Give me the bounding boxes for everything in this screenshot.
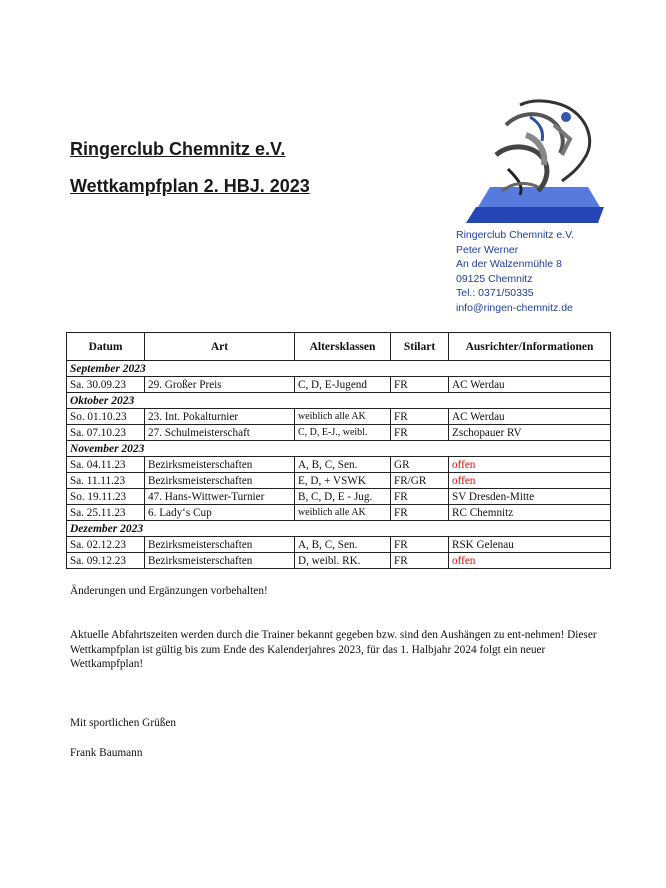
table-row — [67, 553, 611, 569]
col-datum: Datum — [67, 333, 145, 361]
competition-table — [66, 332, 611, 569]
cell-art: 29. Großer Preis — [145, 377, 295, 393]
cell-art: Bezirksmeisterschaften — [145, 473, 295, 489]
cell-altersklassen: C, D, E-J., weibl. — [295, 425, 391, 441]
cell-altersklassen: C, D, E-Jugend — [295, 377, 391, 393]
cell-altersklassen: weiblich alle AK — [295, 505, 391, 521]
col-ausrichter: Ausrichter/Informationen — [449, 333, 611, 361]
table-row — [67, 457, 611, 473]
cell-datum: So. 19.11.23 — [67, 489, 145, 505]
cell-datum: Sa. 09.12.23 — [67, 553, 145, 569]
table-row — [67, 409, 611, 425]
month-row — [67, 521, 611, 537]
cell-datum: Sa. 25.11.23 — [67, 505, 145, 521]
contact-block — [456, 228, 574, 315]
cell-ausrichter: RSK Gelenau — [449, 537, 611, 553]
contact-club: Ringerclub Chemnitz e.V. — [456, 229, 575, 241]
change-note: Änderungen und Ergänzungen vorbehalten! — [70, 585, 268, 597]
month-row — [67, 393, 611, 409]
cell-stilart: FR — [391, 409, 449, 425]
cell-altersklassen: E, D, + VSWK — [295, 473, 391, 489]
table-row — [67, 537, 611, 553]
month-label: Dezember 2023 — [67, 521, 611, 537]
cell-ausrichter: Zschopauer RV — [449, 425, 611, 441]
cell-ausrichter: offen — [449, 473, 611, 489]
contact-person: Peter Werner — [456, 243, 519, 256]
contact-city: 09125 Chemnitz — [456, 272, 533, 285]
club-title: Ringerclub Chemnitz e.V. — [70, 139, 286, 159]
col-stilart: Stilart — [391, 333, 449, 361]
cell-ausrichter: RC Chemnitz — [449, 505, 611, 521]
cell-stilart: FR/GR — [391, 473, 449, 489]
cell-altersklassen: weiblich alle AK — [295, 409, 391, 425]
cell-ausrichter: SV Dresden-Mitte — [449, 489, 611, 505]
cell-art: Bezirksmeisterschaften — [145, 553, 295, 569]
wrestling-logo-icon — [466, 95, 604, 225]
cell-altersklassen: A, B, C, Sen. — [295, 457, 391, 473]
greeting: Mit sportlichen Grüßen — [70, 717, 177, 729]
table-header-row — [67, 333, 611, 361]
table-row — [67, 377, 611, 393]
col-art: Art — [145, 333, 295, 361]
cell-art: 47. Hans-Wittwer-Turnier — [145, 489, 295, 505]
cell-art: Bezirksmeisterschaften — [145, 537, 295, 553]
cell-stilart: FR — [391, 489, 449, 505]
plan-title: Wettkampfplan 2. HBJ. 2023 — [70, 176, 310, 196]
cell-art: 23. Int. Pokalturnier — [145, 409, 295, 425]
month-row — [67, 361, 611, 377]
cell-stilart: FR — [391, 553, 449, 569]
cell-ausrichter: offen — [449, 457, 611, 473]
table-row — [67, 505, 611, 521]
cell-art: 27. Schulmeisterschaft — [145, 425, 295, 441]
contact-street: An der Walzenmühle 8 — [456, 258, 562, 270]
month-label: November 2023 — [67, 441, 611, 457]
cell-datum: Sa. 30.09.23 — [67, 377, 145, 393]
cell-datum: Sa. 02.12.23 — [67, 537, 145, 553]
cell-datum: Sa. 07.10.23 — [67, 425, 145, 441]
cell-datum: So. 01.10.23 — [67, 409, 145, 425]
month-label: Oktober 2023 — [67, 393, 611, 409]
cell-art: 6. Lady‘s Cup — [145, 505, 295, 521]
info-paragraph: Aktuelle Abfahrtszeiten werden durch die Trainer bekannt gegeben bzw. sind den Aushängen zu ent-nehmen! Dieser Wettkampfplan ist gültig bis zum Ende des Kalenderjahres 2023, für das 1. Halbjahr 2024 folgt ein neuer Wettkampfplan! — [70, 629, 597, 671]
cell-datum: Sa. 04.11.23 — [67, 457, 145, 473]
cell-ausrichter: AC Werdau — [449, 377, 611, 393]
cell-altersklassen: D, weibl. RK. — [295, 553, 391, 569]
table-body — [67, 361, 611, 569]
cell-art: Bezirksmeisterschaften — [145, 457, 295, 473]
cell-datum: Sa. 11.11.23 — [67, 473, 145, 489]
cell-ausrichter: offen — [449, 553, 611, 569]
cell-stilart: FR — [391, 425, 449, 441]
cell-stilart: FR — [391, 537, 449, 553]
month-label: September 2023 — [67, 361, 611, 377]
col-altersklassen: Altersklassen — [295, 333, 391, 361]
cell-altersklassen: A, B, C, Sen. — [295, 537, 391, 553]
signature: Frank Baumann — [70, 747, 143, 759]
table-row — [67, 425, 611, 441]
cell-ausrichter: AC Werdau — [449, 409, 611, 425]
month-row — [67, 441, 611, 457]
table-row — [67, 473, 611, 489]
cell-stilart: GR — [391, 457, 449, 473]
contact-phone: Tel.: 0371/50335 — [456, 287, 534, 299]
table-row — [67, 489, 611, 505]
cell-altersklassen: B, C, D, E - Jug. — [295, 489, 391, 505]
contact-email[interactable]: info@ringen-chemnitz.de — [456, 301, 573, 314]
cell-stilart: FR — [391, 377, 449, 393]
cell-stilart: FR — [391, 505, 449, 521]
